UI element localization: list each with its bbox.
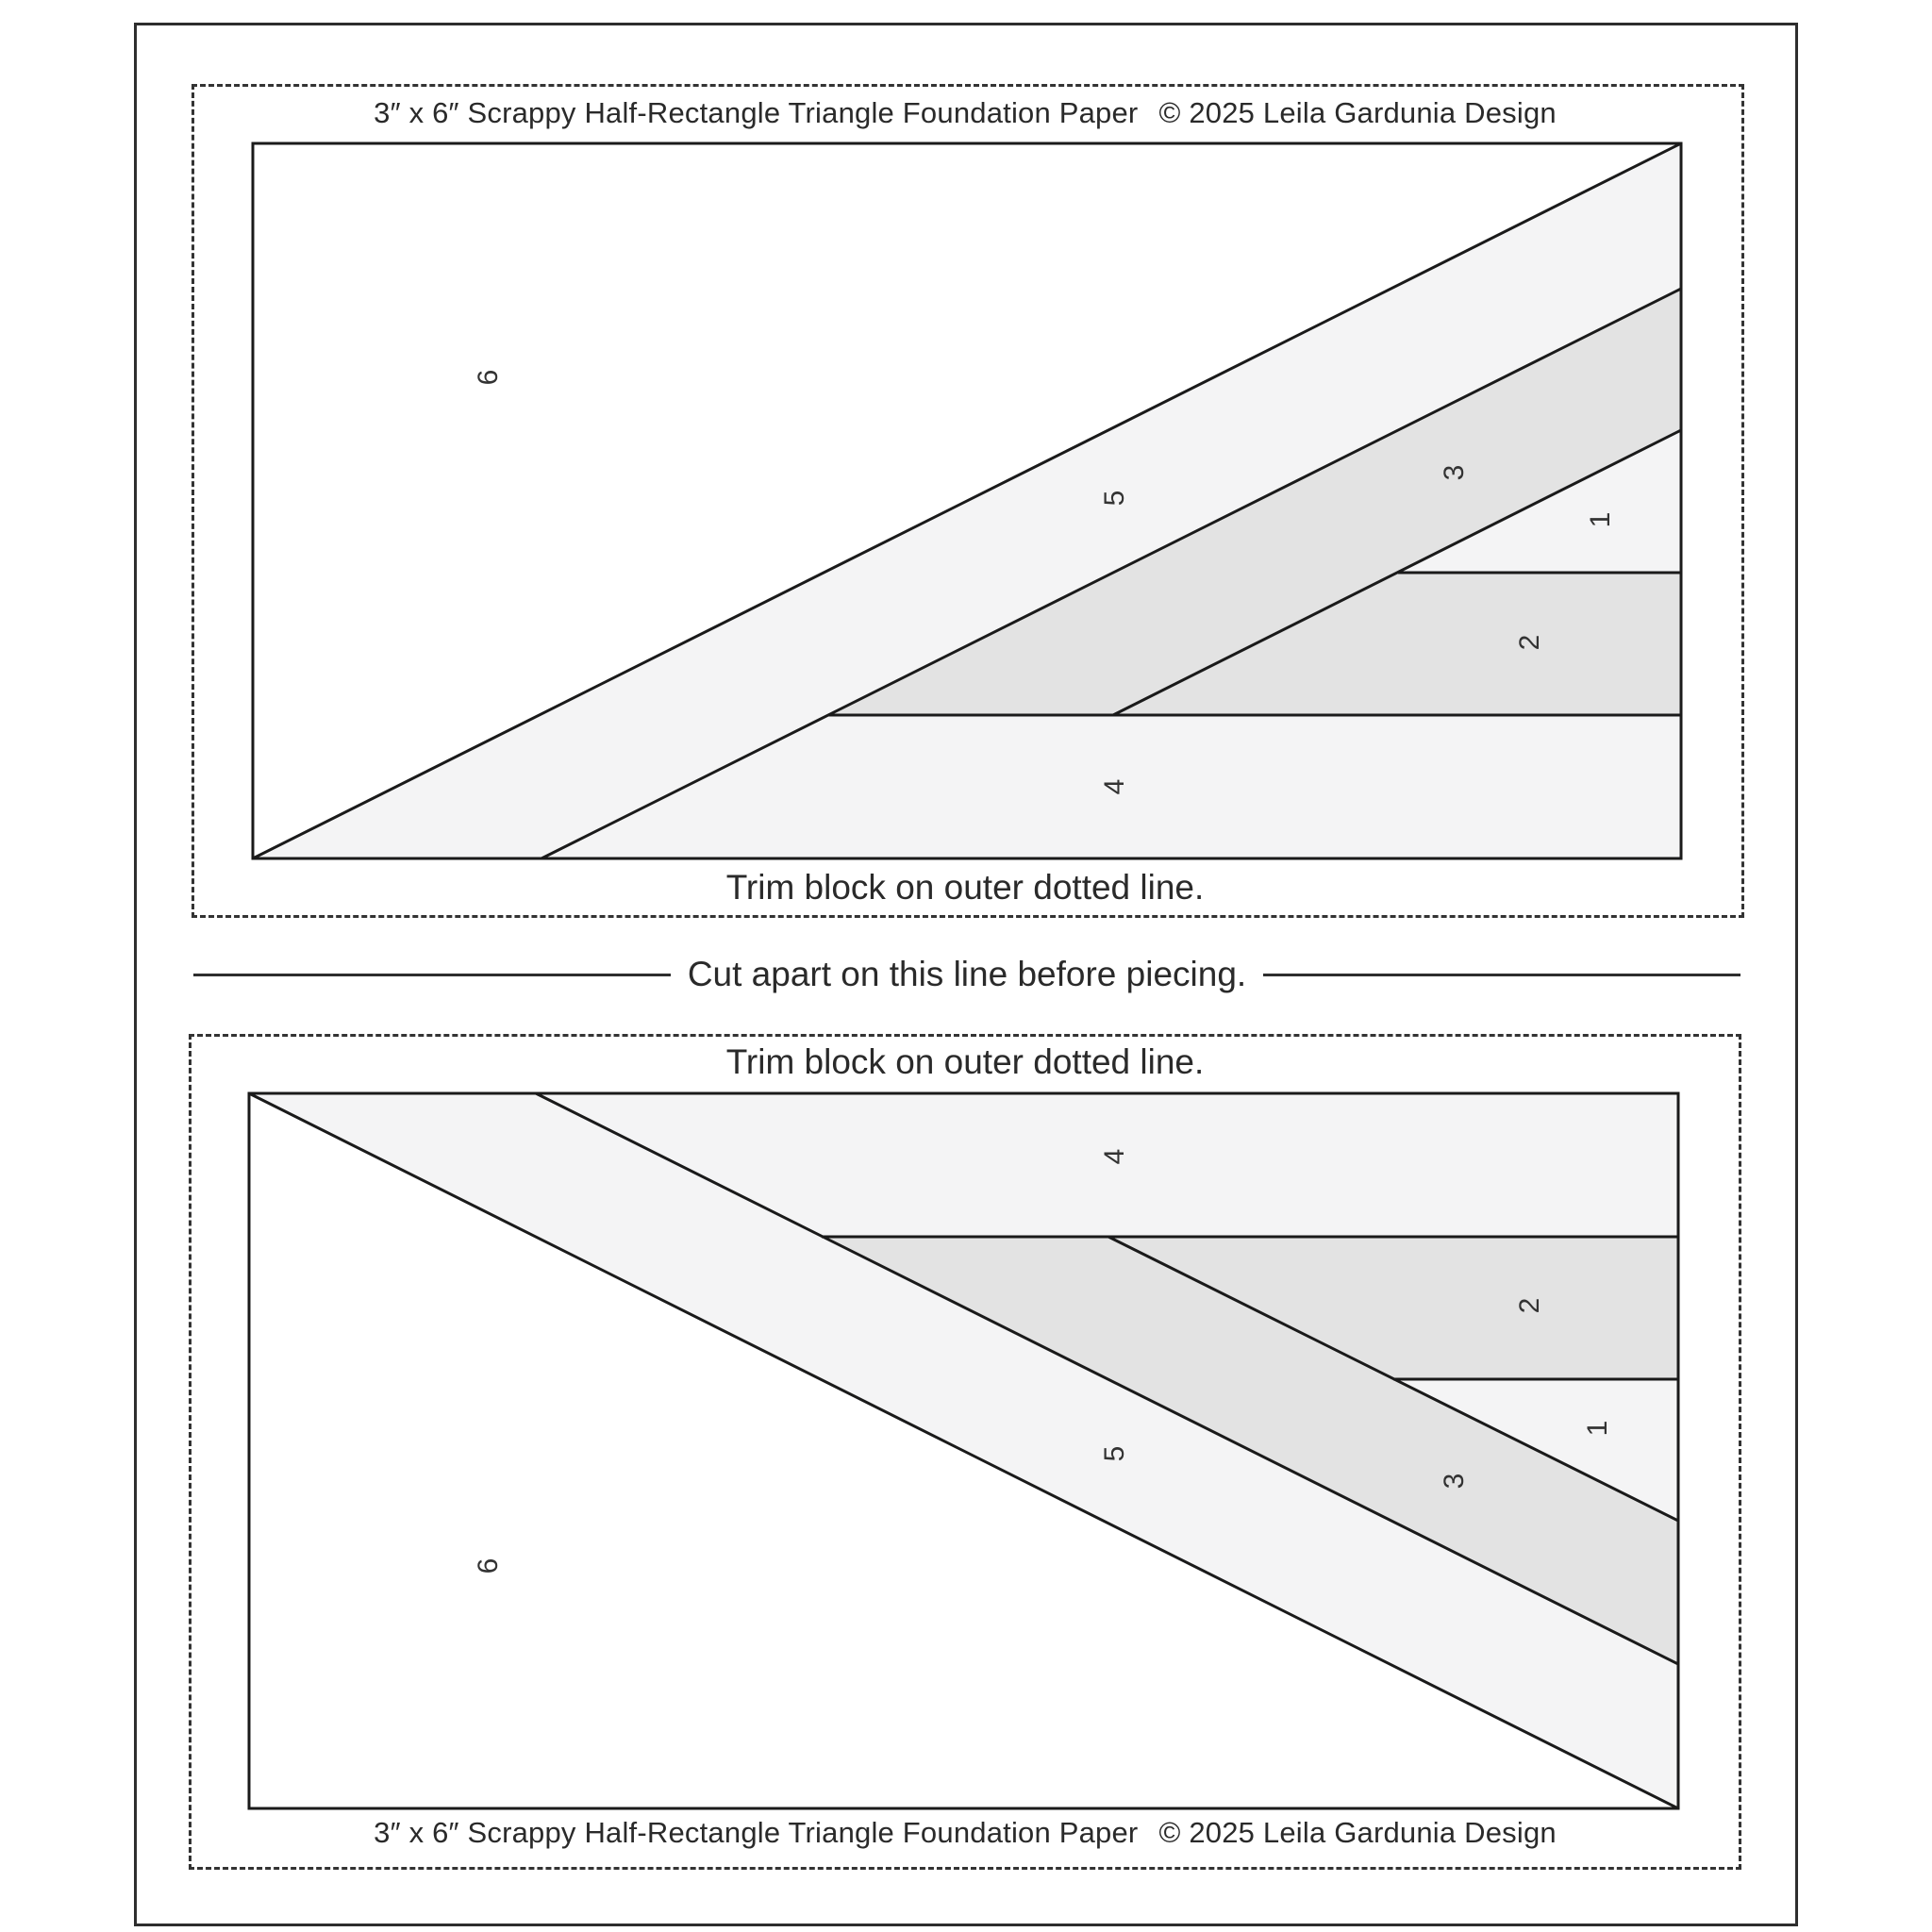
top-piece-number-2: 2: [1514, 634, 1545, 651]
bottom-block-caption: [189, 1816, 1741, 1850]
top-piece-number-4: 4: [1099, 778, 1130, 795]
top-piece-number-3: 3: [1439, 464, 1470, 481]
bottom-piece-number-1: 1: [1582, 1420, 1613, 1437]
top-trim-instruction: Trim block on outer dotted line.: [725, 868, 1205, 907]
bottom-piece-number-6: 6: [473, 1557, 504, 1574]
bottom-piece-number-4: 4: [1099, 1148, 1130, 1165]
caption-copyright: © 2025 Leila Gardunia Design: [1158, 1816, 1557, 1849]
bottom-piece-number-5: 5: [1099, 1445, 1130, 1462]
bottom-piece-number-2: 2: [1514, 1297, 1545, 1314]
cut-instruction: Cut apart on this line before piecing.: [687, 955, 1247, 993]
caption-copyright: © 2025 Leila Gardunia Design: [1158, 96, 1557, 129]
caption-title: 3″ x 6″ Scrappy Half-Rectangle Triangle Foundation Paper: [374, 96, 1139, 129]
top-piece-number-6: 6: [473, 369, 504, 386]
bottom-trim-instruction: Trim block on outer dotted line.: [725, 1042, 1205, 1081]
top-piece-number-1: 1: [1585, 511, 1616, 528]
bottom-piece-number-3: 3: [1439, 1473, 1470, 1490]
caption-title: 3″ x 6″ Scrappy Half-Rectangle Triangle Foundation Paper: [374, 1816, 1139, 1849]
top-piece-number-5: 5: [1099, 490, 1130, 507]
